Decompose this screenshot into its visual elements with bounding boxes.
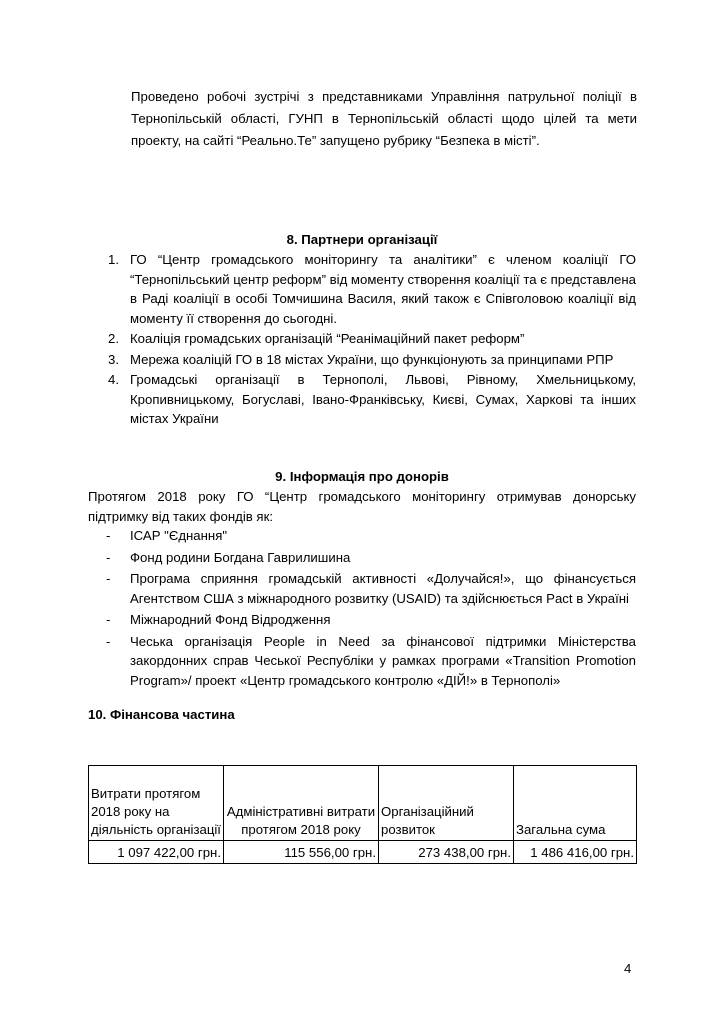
list-dash: - [106,549,111,565]
list-item [88,329,636,349]
list-item-text: Програма сприяння громадській активності «Долучайся!», що фінансується Агентством США з міжнародного розвитку (USAID) та здійснюється Pact в Україні [130,571,636,606]
list-item-text: Міжнародний Фонд Відродження [130,612,331,627]
donors-intro-paragraph: Протягом 2018 року ГО “Центр громадського моніторингу отримував донорську підтримку від таких фондів як: [88,489,636,524]
list-item [88,250,636,328]
list-number: 4. [108,372,119,387]
list-item-text: Чеська організація People in Need за фінансової підтримки Міністерства закордонних справ Чеської Республіки у рамках програми «Transition Promotion Program»/ проект «Центр громадського контролю «ДІЙ!» в Тернополі» [130,633,636,688]
list-dash: - [106,571,111,586]
list-number: 3. [108,351,119,367]
table-cell: 115 556,00 грн. [224,841,379,864]
list-dash: - [106,528,111,543]
table-header-cell: Витрати протягом 2018 року на діяльність організації [89,766,224,841]
table-header-row [89,766,637,841]
donors-heading: 9. Інформація про донорів [275,469,449,484]
list-dash: - [106,612,111,627]
list-item-text: ГО “Центр громадського моніторингу та аналітики” є членом коаліції ГО “Тернопільський центр реформ” від моменту створення коаліції та є представлена в Раді коаліції в особі Томчишина Василя, який також є Співголовою коаліції від моменту її створення до сьогодні. [130,252,637,326]
donors-list [88,526,636,692]
list-item [88,610,636,630]
table-cell: 1 486 416,00 грн. [514,841,637,864]
table-cell: 273 438,00 грн. [379,841,514,864]
finance-table [88,765,637,864]
list-item [88,548,636,568]
list-item-text: Мережа коаліцій ГО в 18 містах України, що функціонують за принципами РПР [130,351,614,367]
list-dash: - [106,633,111,649]
intro-paragraph: Проведено робочі зустрічі з представниками Управління патрульної поліції в Тернопільській області, ГУНП в Тернопільській області щодо цілей та мети проекту, на сайті “Реально.Те” запущено рубрику “Безпека в місті”. [131,89,637,148]
page-number: 4 [624,961,632,976]
list-item [88,370,636,429]
list-item [88,350,636,370]
list-item-text: Фонд родини Богдана Гаврилишина [130,549,351,565]
table-cell: 1 097 422,00 грн. [89,841,224,864]
partners-heading: 8. Партнери організації [286,232,438,247]
list-item-text: ІСАР "Єднання" [130,528,228,543]
list-item [88,526,636,546]
list-number: 1. [108,252,119,267]
list-item-text: Коаліція громадських організацій “Реанімаційний пакет реформ” [130,331,525,346]
list-number: 2. [108,331,119,346]
table-header-cell: Організаційний розвиток [379,766,514,841]
partners-list [88,250,636,430]
list-item-text: Громадські організації в Тернополі, Львові, Рівному, Хмельницькому, Кропивницькому, Богуславі, Івано-Франківську, Києві, Сумах, Харкові та інших містах України [130,372,636,426]
table-row [89,841,637,864]
finance-heading: 10. Фінансова частина [88,707,235,722]
list-item [88,632,636,691]
table-header-cell: Загальна сума [514,766,637,841]
list-item [88,569,636,608]
table-header-cell: Адміністративні витрати протягом 2018 року [224,766,379,841]
